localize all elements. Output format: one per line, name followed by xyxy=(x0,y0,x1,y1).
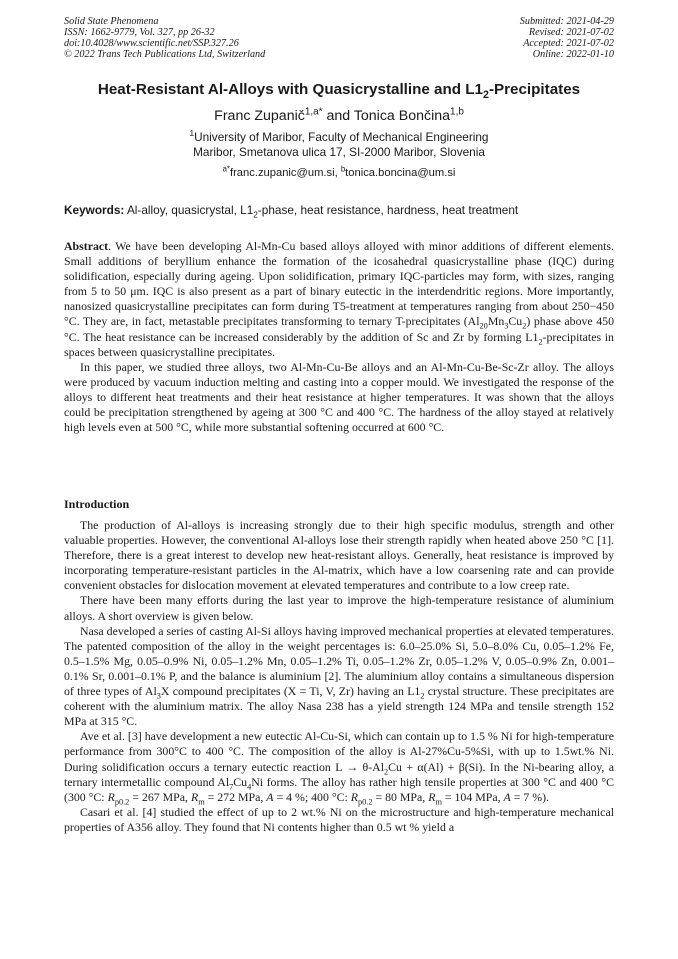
doi-line: doi:10.4028/www.scientific.net/SSP.327.26 xyxy=(64,38,239,49)
sub: 2 xyxy=(538,336,543,346)
affiliation-line-2: Maribor, Smetanova ulica 17, SI-2000 Maribor, Slovenia xyxy=(193,145,485,159)
affiliation-line-1: University of Maribor, Faculty of Mechanical Engineering xyxy=(194,130,489,144)
author-1: Franc Zupanič xyxy=(214,108,305,124)
intro-text: = 4 %; 400 °C: xyxy=(273,789,351,804)
abstract-paragraph-2: In this paper, we studied three alloys, two Al-Mn-Cu-Be alloys and an Al-Mn-Cu-Be-Sc-Zr alloy. The alloys were produced by vacuum induction melting and casting into a copper mould. We investigated the response of the alloys to different heat treatments and their heat resistance at higher temperatures. It was shown that the alloys could be precipitation strengthened by ageing at 300 °C and 400 °C. The hardness of the alloy stayed at relatively high levels even at 500 °C, while more substantial softening occurred at 600 °C. xyxy=(64,359,614,435)
revised-date: Revised: 2021-07-02 xyxy=(528,27,614,38)
intro-paragraph-5: Casari et al. [4] studied the effect of up to 2 wt.% Ni on the microstructure and high-temperature mechanical properties of A356 alloy. They found that Ni contents higher than 0.5 wt % yield a xyxy=(64,804,614,834)
intro-text: = 80 MPa, xyxy=(372,789,429,804)
sub: 7 xyxy=(229,781,234,791)
abstract-label: Abstract xyxy=(64,239,109,253)
introduction xyxy=(64,518,614,835)
submission-dates xyxy=(520,16,614,60)
author-2: Tonica Bončina xyxy=(353,108,451,124)
abstract-text: -precipitates in spaces between quasicrystalline precipitates. xyxy=(64,329,614,359)
sub: m xyxy=(435,797,442,807)
formula-part: Mn xyxy=(487,314,505,329)
symbol: R xyxy=(428,789,436,804)
intro-paragraph-3 xyxy=(64,624,614,730)
copyright-line: © 2022 Trans Tech Publications Ltd, Switzerland xyxy=(64,49,266,60)
intro-text: = 7 %). xyxy=(510,789,550,804)
symbol: A xyxy=(503,789,511,804)
abstract-text: . We have been developing Al-Mn-Cu based alloys alloyed with minor additions of different elements. Small additions of beryllium enhance the formation of the icosahedral quasicrystalline phase (IQC) during solidification, especially during ageing. Upon solidification, primary IQC-particles may form, with sizes, ranging from 5 to 50 μm. IQC is also present as a part of binary eutectic in the interdendritic regions. More importantly, nanosized quasicrystalline precipitates can form during T5-treatment at temperatures ranging from about 250−450 °C. They are, in fact, metastable precipitates transforming to ternary T-precipitates (Al xyxy=(64,239,614,329)
title-subscript: 2 xyxy=(483,89,489,102)
keywords-subscript: 2 xyxy=(253,210,258,220)
email-a-sup: a* xyxy=(222,164,230,174)
intro-text: Cu xyxy=(233,774,248,789)
title-text: Heat-Resistant Al-Alloys with Quasicrystalline and L1 xyxy=(97,81,484,98)
intro-text: X compound precipitates (X = Ti, V, Zr) having an L1 xyxy=(160,684,421,699)
sub: m xyxy=(198,797,205,807)
intro-text: Ni forms. The alloy has rather high tensile properties at 300 °C and 400 °C (300 °C: xyxy=(64,774,614,804)
intro-paragraph-2: There have been many efforts during the last year to improve the high-temperature resistance of aluminium alloys. A short overview is given below. xyxy=(64,593,614,623)
email-b[interactable]: tonica.boncina@um.si xyxy=(345,167,456,179)
author-conjunction: and xyxy=(322,108,354,124)
intro-text: crystal structure. These precipitates are coherent with the aluminium matrix. The alloy Nasa 238 has a yield strength 124 MPa and tensile strength 152 MPa at 315 °C. xyxy=(64,684,614,729)
author-1-sup: 1,a* xyxy=(304,106,323,118)
intro-text: = 104 MPa, xyxy=(441,789,504,804)
symbol: R xyxy=(350,789,358,804)
intro-paragraph-4 xyxy=(64,729,614,807)
email-a[interactable]: franc.zupanic@um.si, xyxy=(229,167,341,179)
keywords-text: Al-alloy, quasicrystal, L1 xyxy=(124,203,254,217)
sub: 3 xyxy=(156,691,161,701)
submitted-date: Submitted: 2021-04-29 xyxy=(519,16,614,27)
sub: 4 xyxy=(247,781,252,791)
sub: p0.2 xyxy=(114,797,130,807)
symbol: R xyxy=(190,789,199,804)
sub: 20 xyxy=(479,321,488,331)
intro-paragraph-1: The production of Al-alloys is increasing strongly due to their high specific modulus, strength and other valuable properties. However, the conventional Al-alloys lose their strength rapidly when heated above 250 °C [1]. Therefore, there is a great interest to develop new heat-resistant alloys. Generally, heat resistance is improved by incorporating temperature-resistant particles in the Al-matrix, which have a low coarsening rate and can provide convenient obstacles for dislocation movement at elevated temperatures and contribute to a low creep rate. xyxy=(64,518,614,593)
abstract-paragraph-1 xyxy=(64,239,614,360)
keywords-label: Keywords: xyxy=(64,203,125,217)
abstract-text: ) phase above 450 °C. The heat resistance can be increased considerably by the addition of Sc and Zr by forming L1 xyxy=(64,314,614,344)
author-2-sup: 1,b xyxy=(450,106,464,118)
abstract xyxy=(64,239,614,435)
sub: p0.2 xyxy=(357,797,373,807)
symbol: R xyxy=(107,789,115,804)
intro-text: = 267 MPa, xyxy=(129,789,191,804)
affiliation-sup: 1 xyxy=(189,129,195,139)
formula-part: Cu xyxy=(508,314,523,329)
intro-text: Nasa developed a series of casting Al-Si alloys having improved mechanical properties at elevated temperatures. The patented composition of the alloy in the weight percentages is: 6.0–25.0% Si, 5.0–8.0% Cu, 0.05–1.2% Fe, 0.5–1.5% Mg, 0.05–0.9% Ni, 0.05–1.2% Mn, 0.05–1.2% Ti, 0.05–1.2% Zr, 0.05–1.2% V, 0.05–0.9% Zn, 0.001–0.1% Sr, 0.001–0.1% P, and the balance is aluminium [2]. The aluminium alloy contains a simultaneous dispersion of three types of Al xyxy=(64,623,614,699)
affiliation xyxy=(40,130,638,160)
sub: 2 xyxy=(420,691,425,701)
intro-text: = 272 MPa, xyxy=(204,789,267,804)
symbol: A xyxy=(266,789,274,804)
online-date: Online: 2022-01-10 xyxy=(532,49,614,60)
introduction-heading: Introduction xyxy=(64,497,130,511)
journal-info xyxy=(64,16,265,60)
accepted-date: Accepted: 2021-07-02 xyxy=(523,38,614,49)
author-emails xyxy=(40,164,638,179)
journal-name: Solid State Phenomena xyxy=(64,16,159,27)
sub: 3 xyxy=(504,321,509,331)
issn-line: ISSN: 1662-9779, Vol. 327, pp 26-32 xyxy=(64,27,215,38)
sub: 2 xyxy=(384,766,389,776)
paper-title xyxy=(40,81,638,102)
intro-text: Ave et al. [3] have development a new eutectic Al-Cu-Si, which can contain up to 1.5 % Ni for high-temperature performance from 300°C to 400 °C. The composition of the alloy is Al-27%Cu-5%Si, with up to 1.5wt.% Ni. During solidification occurs a ternary eutectic reaction L → θ-Al xyxy=(64,729,614,774)
intro-text: Cu + α(Al) + β(Si). In the Ni-bearing alloy, a ternary intermetallic compound Al xyxy=(64,759,614,789)
email-b-sup: b xyxy=(340,164,346,174)
title-text-end: -Precipitates xyxy=(488,81,581,98)
sub: 2 xyxy=(522,321,527,331)
keywords-text-end: -phase, heat resistance, hardness, heat treatment xyxy=(257,203,519,217)
keywords xyxy=(64,203,614,220)
author-list xyxy=(40,108,638,124)
